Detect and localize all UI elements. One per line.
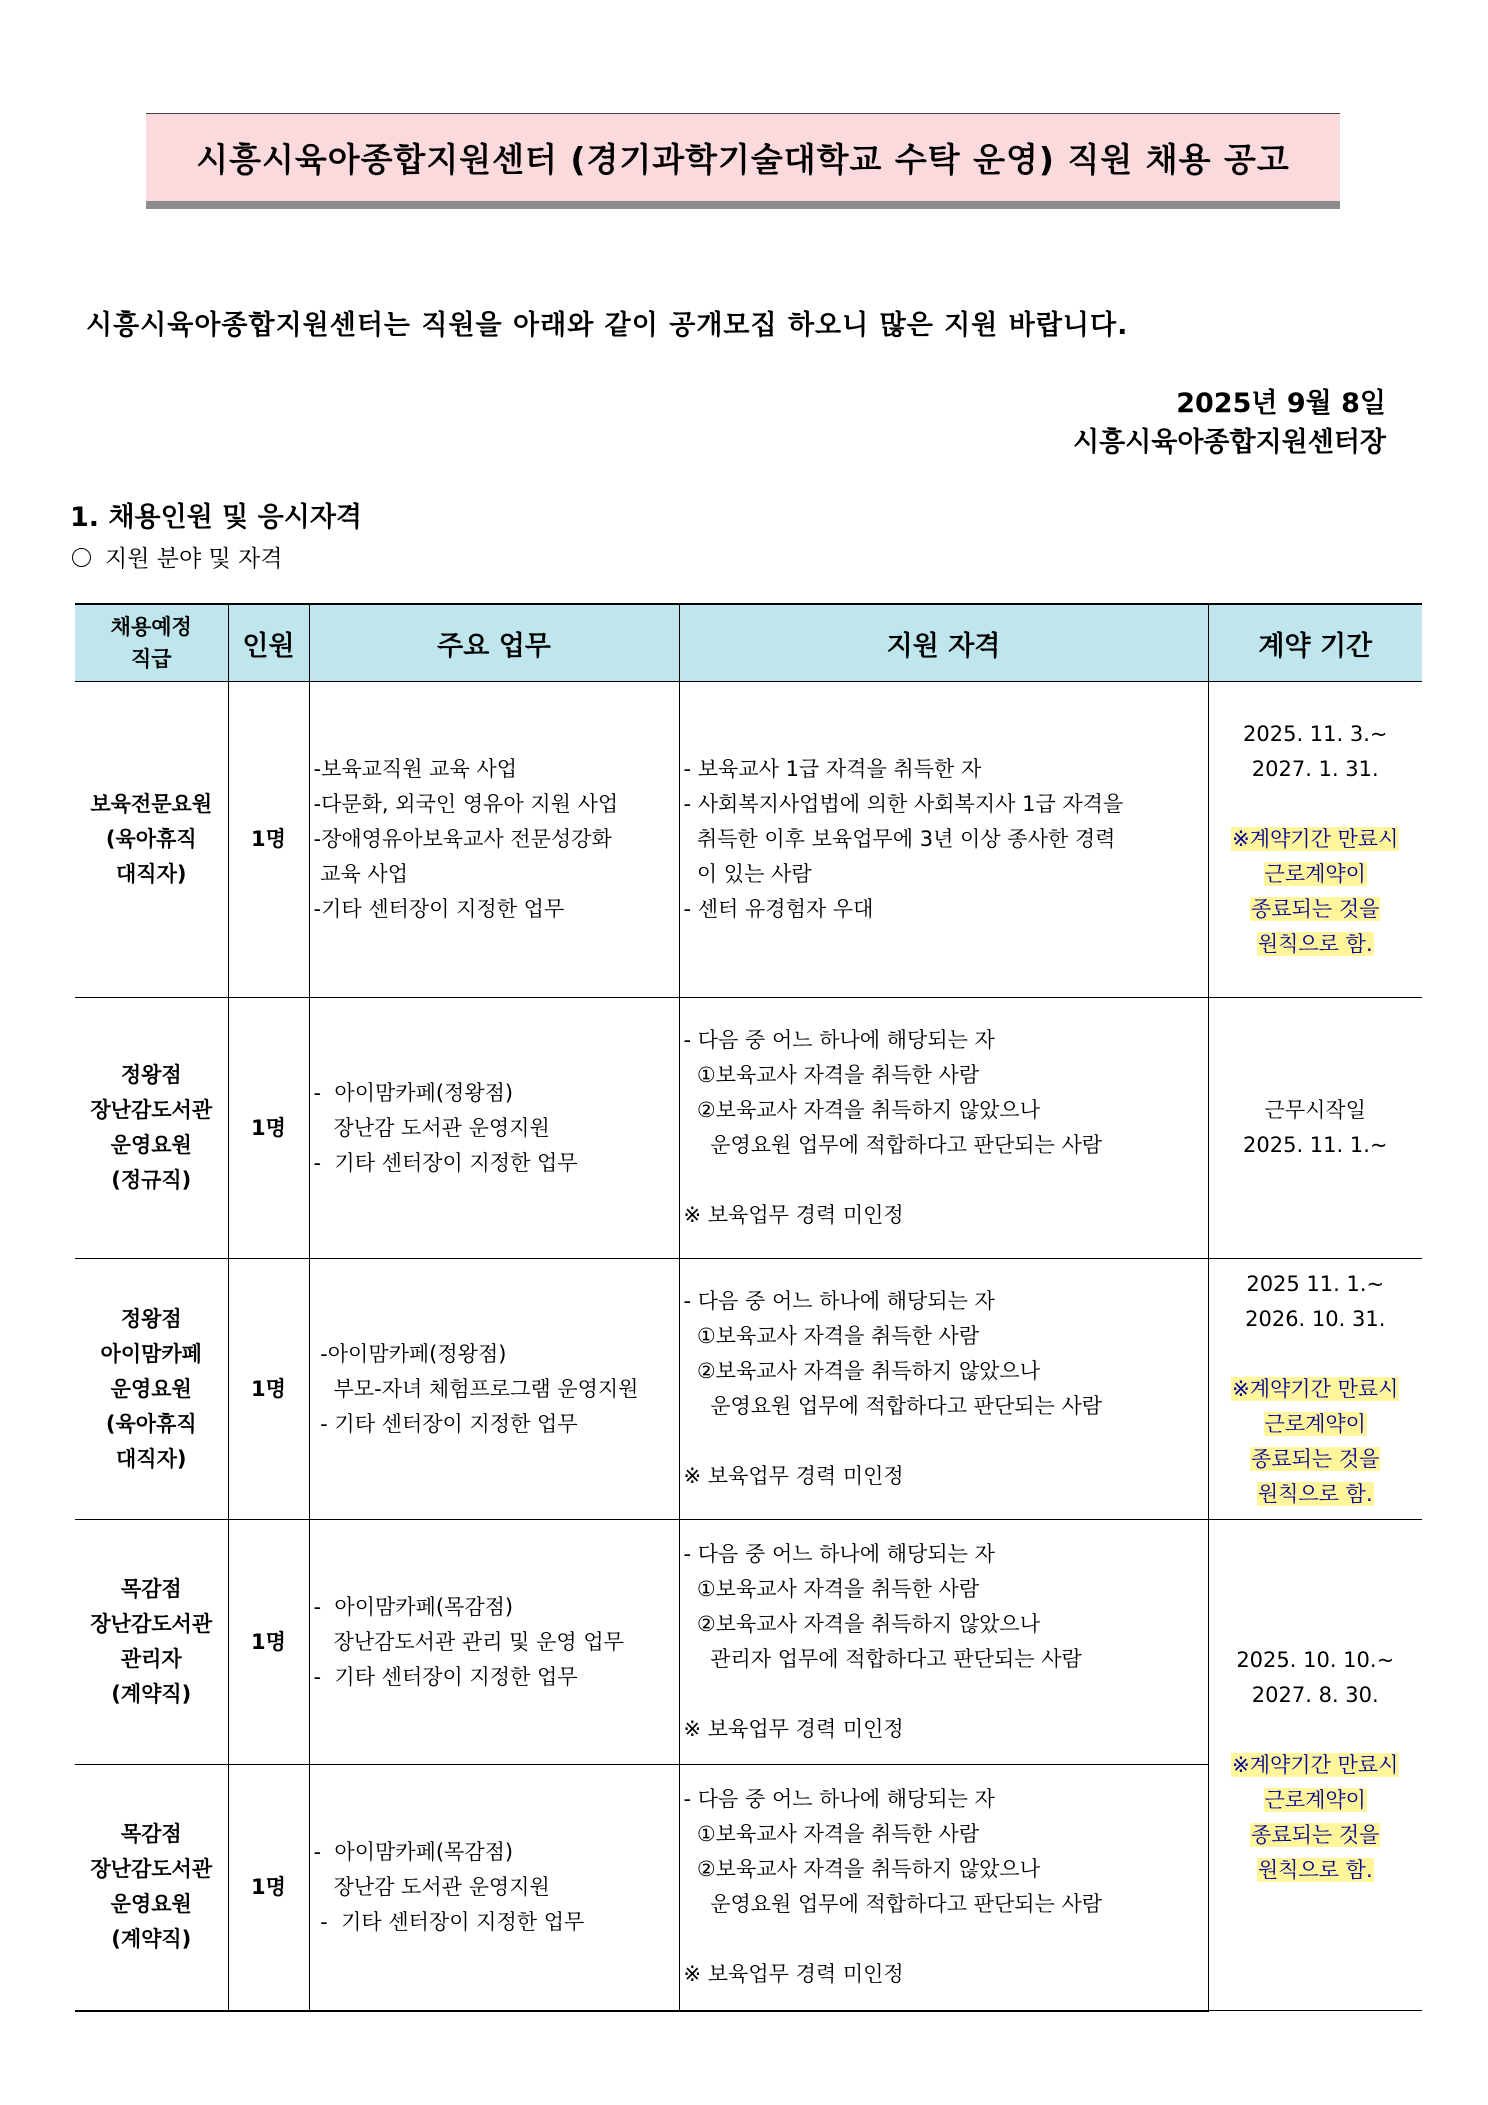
qualification-line: ①보육교사 자격을 취득한 사람 <box>683 1822 980 1847</box>
qualification-line: 운영요원 업무에 적합하다고 판단되는 사람 <box>683 1892 1103 1917</box>
qualification-line: ①보육교사 자격을 취득한 사람 <box>683 1063 980 1087</box>
duty-line: -장애영유아보육교사 전문성강화 <box>313 827 612 851</box>
contract-note: ※계약기간 만료시 <box>1232 1376 1399 1401</box>
duties-cell <box>309 1520 679 1765</box>
qualification-note: ※ 보육업무 경력 미인정 <box>683 1962 904 1987</box>
position-line: (육아휴직 <box>105 827 197 851</box>
period-line: 2025. 11. 3.~ <box>1243 722 1388 746</box>
qualification-note: ※ 보육업무 경력 미인정 <box>683 1464 904 1488</box>
qualifications-cell <box>679 998 1208 1259</box>
page-title: 시흥시육아종합지원센터 (경기과학기술대학교 수탁 운영) 직원 채용 공고 <box>196 140 1290 179</box>
count-cell: 1명 <box>228 1520 309 1765</box>
contract-note: 원칙으로 함. <box>1257 932 1373 956</box>
duties-cell <box>309 682 679 998</box>
duties-cell <box>309 998 679 1259</box>
title-banner <box>146 113 1340 209</box>
contract-note: 종료되는 것을 <box>1251 897 1380 921</box>
circle-bullet-icon <box>72 548 91 567</box>
position-cell <box>75 998 228 1259</box>
position-cell <box>75 1520 228 1765</box>
period-cell <box>1208 1259 1422 1520</box>
count-cell: 1명 <box>228 1765 309 2011</box>
qualification-line: - 다음 중 어느 하나에 해당되는 자 <box>683 1289 995 1313</box>
header-position-line2: 직급 <box>130 647 172 671</box>
duties-cell <box>309 1259 679 1520</box>
qualifications-cell <box>679 682 1208 998</box>
duty-line: 장난감 도서관 운영지원 <box>313 1115 550 1140</box>
position-line: 장난감도서관 <box>90 1857 213 1882</box>
qualification-line: ②보육교사 자격을 취득하지 않았으나 <box>683 1612 1040 1636</box>
qualification-line: - 다음 중 어느 하나에 해당되는 자 <box>683 1542 995 1566</box>
period-cell <box>1208 682 1422 998</box>
contract-note: 근로계약이 <box>1264 1787 1366 1812</box>
qualification-line: ①보육교사 자격을 취득한 사람 <box>683 1324 980 1348</box>
contract-note: 원칙으로 함. <box>1257 1481 1373 1506</box>
contract-note: ※계약기간 만료시 <box>1232 827 1399 851</box>
announcement-date: 2025년 9월 8일 <box>1176 388 1386 419</box>
header-period: 계약 기간 <box>1208 604 1422 682</box>
contract-note: 근로계약이 <box>1264 862 1366 886</box>
position-line: 운영요원 <box>110 1892 192 1917</box>
qualification-line: - 다음 중 어느 하나에 해당되는 자 <box>683 1787 995 1812</box>
qualification-line: 운영요원 업무에 적합하다고 판단되는 사람 <box>683 1133 1103 1157</box>
position-line: 목감점 <box>120 1577 182 1601</box>
count-cell: 1명 <box>228 998 309 1259</box>
section-subtitle-text: 지원 분야 및 자격 <box>105 546 283 572</box>
qualification-line: - 보육교사 1급 자격을 취득한 자 <box>683 757 982 781</box>
period-line: 2026. 10. 31. <box>1245 1306 1386 1331</box>
period-line: 2025. 10. 10.~ <box>1236 1647 1395 1672</box>
duty-line: - 아이맘카페(목감점) <box>313 1839 514 1864</box>
qualification-line: 관리자 업무에 적합하다고 판단되는 사람 <box>683 1647 1082 1671</box>
position-cell <box>75 1765 228 2011</box>
position-line: (육아휴직 <box>105 1411 197 1436</box>
position-line: 목감점 <box>120 1822 182 1847</box>
recruitment-table <box>75 603 1422 2012</box>
qualifications-cell <box>679 1765 1208 2011</box>
position-line: 관리자 <box>120 1647 182 1671</box>
header-duties: 주요 업무 <box>309 604 679 682</box>
duty-line: -보육교직원 교육 사업 <box>313 757 518 781</box>
qualification-line: - 센터 유경험자 우대 <box>683 897 874 921</box>
header-position-line1: 채용예정 <box>110 615 192 639</box>
table-row <box>75 682 1422 998</box>
section-title: 1. 채용인원 및 응시자격 <box>70 502 362 533</box>
count-cell: 1명 <box>228 1259 309 1520</box>
section-subtitle <box>72 540 282 573</box>
duty-line: - 기타 센터장이 지정한 업무 <box>313 1150 578 1175</box>
qualifications-cell <box>679 1259 1208 1520</box>
contract-note: 종료되는 것을 <box>1251 1446 1380 1471</box>
qualification-line: ②보육교사 자격을 취득하지 않았으나 <box>683 1857 1040 1882</box>
table-row <box>75 1259 1422 1520</box>
position-line: 대직자) <box>116 1446 187 1471</box>
position-line: 대직자) <box>116 862 187 886</box>
duties-cell <box>309 1765 679 2011</box>
contract-note: ※계약기간 만료시 <box>1232 1752 1399 1777</box>
qualification-line: - 다음 중 어느 하나에 해당되는 자 <box>683 1028 995 1052</box>
position-line: 정왕점 <box>120 1306 182 1331</box>
issuer: 시흥시육아종합지원센터장 <box>1073 427 1386 458</box>
qualification-line: 취득한 이후 보육업무에 3년 이상 종사한 경력 <box>683 827 1116 851</box>
position-line: 운영요원 <box>110 1376 192 1401</box>
duty-line: -아이맘카페(정왕점) <box>313 1341 507 1366</box>
duty-line: - 아이맘카페(정왕점) <box>313 1080 514 1105</box>
period-line: 2025 11. 1.~ <box>1246 1271 1385 1296</box>
qualification-line: ②보육교사 자격을 취득하지 않았으나 <box>683 1098 1040 1122</box>
duty-line: 장난감 도서관 운영지원 <box>313 1874 550 1899</box>
duty-line: -기타 센터장이 지정한 업무 <box>313 897 565 921</box>
position-line: 아이맘카페 <box>100 1341 202 1366</box>
position-line: (정규직) <box>111 1168 192 1192</box>
header-count: 인원 <box>228 604 309 682</box>
table-header-row <box>75 604 1422 682</box>
qualification-line: - 사회복지사업법에 의한 사회복지사 1급 자격을 <box>683 792 1124 816</box>
duty-line: - 기타 센터장이 지정한 업무 <box>313 1909 585 1934</box>
header-qualifications: 지원 자격 <box>679 604 1208 682</box>
period-cell <box>1208 1520 1422 2011</box>
position-line: 운영요원 <box>110 1133 192 1157</box>
table-row <box>75 1520 1422 1765</box>
position-line: 장난감도서관 <box>90 1098 213 1122</box>
count-cell: 1명 <box>228 682 309 998</box>
qualification-line: ②보육교사 자격을 취득하지 않았으나 <box>683 1359 1040 1383</box>
position-line: (계약직) <box>111 1927 192 1952</box>
duty-line: - 아이맘카페(목감점) <box>313 1594 514 1619</box>
period-line: 근무시작일 <box>1264 1098 1366 1122</box>
period-line: 2027. 1. 31. <box>1251 757 1379 781</box>
header-position <box>75 604 228 682</box>
qualification-note: ※ 보육업무 경력 미인정 <box>683 1203 904 1227</box>
qualification-line: ①보육교사 자격을 취득한 사람 <box>683 1577 980 1601</box>
position-line: (계약직) <box>111 1682 192 1706</box>
position-line: 보육전문요원 <box>90 792 213 816</box>
qualification-line: 이 있는 사람 <box>683 862 812 886</box>
duty-line: 부모-자녀 체험프로그램 운영지원 <box>313 1376 639 1401</box>
contract-note: 원칙으로 함. <box>1257 1857 1373 1882</box>
period-line: 2027. 8. 30. <box>1251 1682 1379 1707</box>
qualifications-cell <box>679 1520 1208 1765</box>
intro-text: 시흥시육아종합지원센터는 직원을 아래와 같이 공개모집 하오니 많은 지원 바랍니다. <box>86 310 1129 341</box>
qualification-note: ※ 보육업무 경력 미인정 <box>683 1717 904 1741</box>
contract-note: 근로계약이 <box>1264 1411 1366 1436</box>
duty-line: 장난감도서관 관리 및 운영 업무 <box>313 1629 624 1654</box>
position-cell <box>75 682 228 998</box>
duty-line: - 기타 센터장이 지정한 업무 <box>313 1664 578 1689</box>
duty-line: -다문화, 외국인 영유아 지원 사업 <box>313 792 619 816</box>
duty-line: - 기타 센터장이 지정한 업무 <box>313 1411 578 1436</box>
position-cell <box>75 1259 228 1520</box>
table-row <box>75 998 1422 1259</box>
period-cell <box>1208 998 1422 1259</box>
period-line: 2025. 11. 1.~ <box>1243 1133 1388 1157</box>
duty-line: 교육 사업 <box>313 862 408 886</box>
position-line: 장난감도서관 <box>90 1612 213 1636</box>
qualification-line: 운영요원 업무에 적합하다고 판단되는 사람 <box>683 1394 1103 1418</box>
contract-note: 종료되는 것을 <box>1251 1822 1380 1847</box>
position-line: 정왕점 <box>120 1063 182 1087</box>
